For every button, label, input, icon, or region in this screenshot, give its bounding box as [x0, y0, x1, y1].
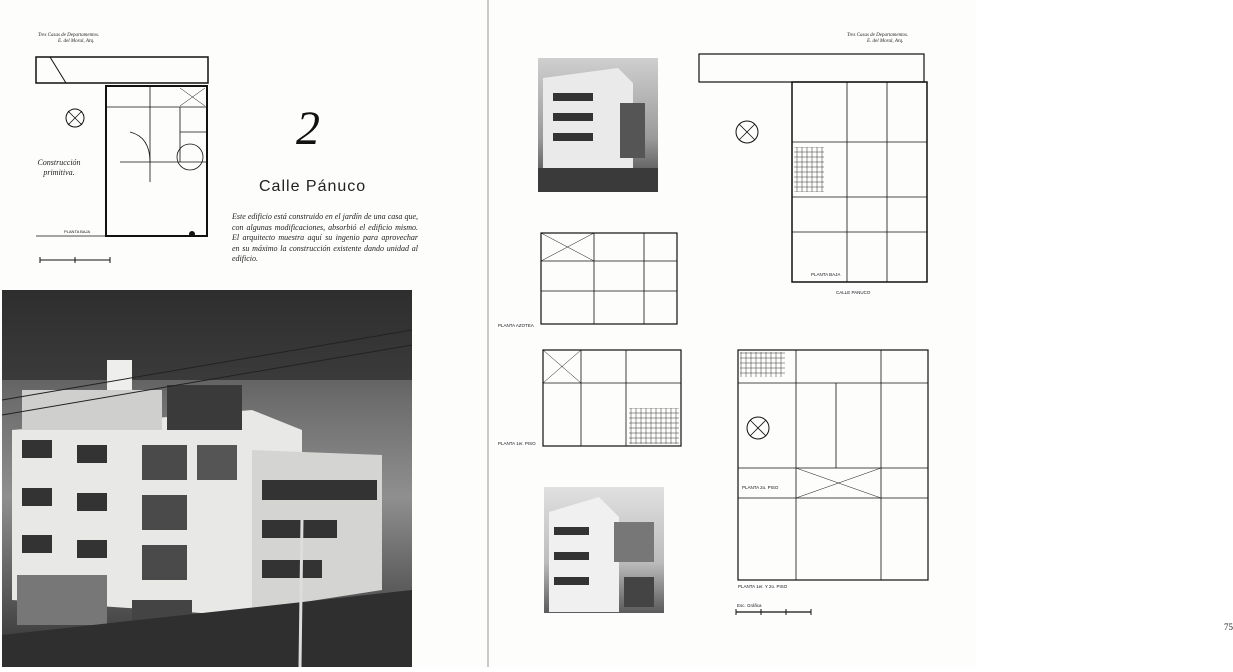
caption-primer-piso: PLANTA 1er. PISO	[498, 441, 536, 446]
right-page	[489, 0, 1233, 667]
upper-floors-plan	[736, 348, 931, 583]
ground-floor-plan-right	[697, 52, 932, 292]
scale-label: Esc. Gráfica	[737, 603, 762, 608]
caption-azotea: PLANTA AZOTEA	[498, 323, 534, 328]
building-photo-bottom	[544, 487, 664, 613]
caption-planta-baja: PLANTA BAJA	[811, 272, 841, 277]
left-header	[38, 33, 99, 45]
right-header	[847, 33, 908, 45]
caption-segundo-piso: PLANTA 2o. PISO	[742, 485, 779, 490]
right-header-line-2: E. del Moral, Arq.	[867, 39, 904, 44]
right-scale-bar	[736, 609, 816, 615]
section-number: 2	[296, 102, 320, 155]
section-title: Calle Pánuco	[259, 178, 367, 195]
second-floor-plan-small	[541, 348, 683, 448]
construccion-primitiva-label: Construcción primitiva.	[37, 158, 81, 177]
page-number: 75	[1224, 622, 1233, 632]
caption-calle: CALLE PANUCO	[836, 290, 871, 295]
left-scale-bar	[40, 257, 120, 263]
building-photo-top	[538, 58, 658, 192]
building-photo-main	[2, 290, 412, 667]
left-page	[0, 0, 487, 667]
left-header-line-2: E. del Moral, Arq.	[58, 39, 95, 44]
right-header-line-1: Tres Casas de Departamentos.	[847, 33, 909, 38]
caption-tercer-piso: PLANTA 1er. Y 2o. PISO	[738, 584, 788, 589]
section-description: Este edificio está construido en el jardín de una casa que, con algunas modificaciones, absorbió el edificio mismo. El arquitecto muestra aquí su ingenio para aprovechar en su máximo la construcción existente dando unidad al edificio.	[232, 212, 418, 263]
left-header-line-1: Tres Casas de Departamentos.	[38, 33, 100, 38]
left-plan-caption: PLANTA BAJA	[64, 229, 91, 234]
azotea-plan	[539, 231, 679, 326]
